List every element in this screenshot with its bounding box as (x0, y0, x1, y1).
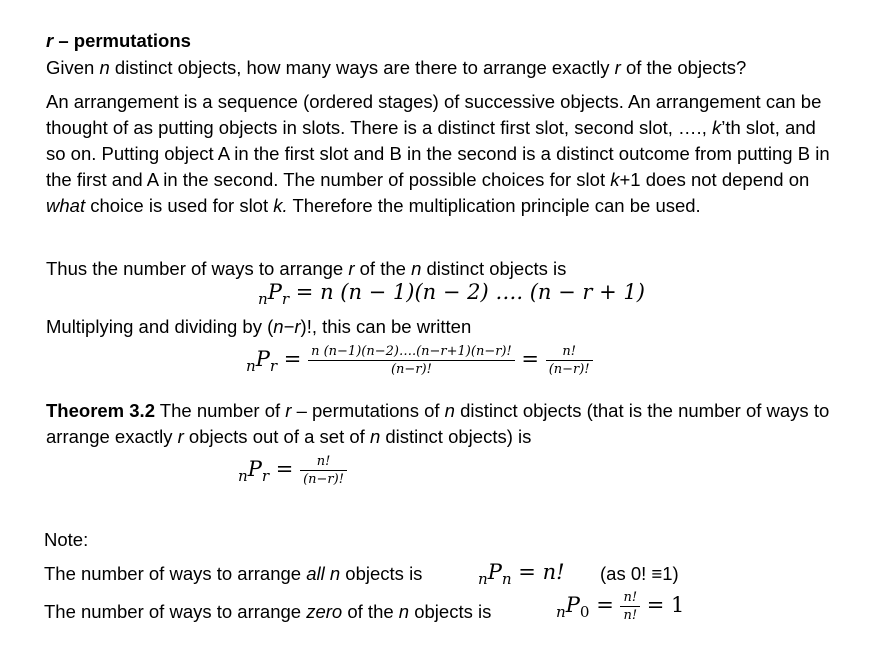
note-formula-all: $_nP_n = n$! (478, 560, 565, 589)
note-label: Note: (44, 529, 89, 550)
theorem-label: Theorem 3.2 (46, 400, 155, 421)
heading-variable: r (46, 30, 54, 51)
section-heading (46, 28, 191, 54)
note-aside: (as 0! ≡1) (600, 563, 679, 584)
thus-line: Thus the number of ways to arrange r of the n distinct objects is (46, 258, 567, 279)
heading-text: – permutations (53, 30, 191, 51)
note-formula-zero: $_nP_0$ = $\frac{n!}{n!}$ = 1 (556, 590, 685, 623)
theorem-statement: Theorem 3.2 The number of r – permutations of n distinct objects (that is the number of ways to arrange exactly r objects out of a set of n distinct objects) is (46, 400, 830, 447)
permutation-factorial-derivation: $_nP_r$ = $\frac{n (n-1)(n-2)\dots.(n-r+1)(n-r)!}{(n-r)!}$ = $\frac{n!}{(n-r)!}$ (246, 344, 593, 377)
note-line-all: The number of ways to arrange all n objects is (44, 563, 423, 584)
note-line-zero: The number of ways to arrange zero of the n objects is (44, 601, 492, 622)
note-fraction: $\frac{n!}{n!}$ (620, 590, 640, 623)
fraction-expanded: $\frac{n (n-1)(n-2)\dots.(n-r+1)(n-r)!}{(n-r)!}$ (308, 344, 515, 377)
theorem-formula: $_nP_r$ = $\frac{n!}{(n-r)!}$ (238, 454, 347, 487)
theorem-fraction: $\frac{n!}{(n-r)!}$ (300, 454, 347, 487)
multiplying-line: Multiplying and dividing by (n−r)!, this can be written (46, 316, 472, 337)
permutation-product-formula: $_nP_r = n$ (n − 1)(n − 2) …. (n − r + 1) (258, 280, 645, 309)
question-line: Given n distinct objects, how many ways are there to arrange exactly r of the objects? (46, 57, 747, 78)
fraction-simplified: $\frac{n!}{(n-r)!}$ (546, 344, 593, 377)
arrangement-paragraph: An arrangement is a sequence (ordered stages) of successive objects. An arrangement can be thought of as putting objects in slots. There is a distinct first slot, second slot, …., k’th slot, and so on. Putting object A in the first slot and B in the second is a distinct outcome from putting B in the first and A in the second. The number of possible choices for slot k+1 does not depend on what choice is used for slot k. Therefore the multiplication principle can be used. (46, 91, 830, 216)
